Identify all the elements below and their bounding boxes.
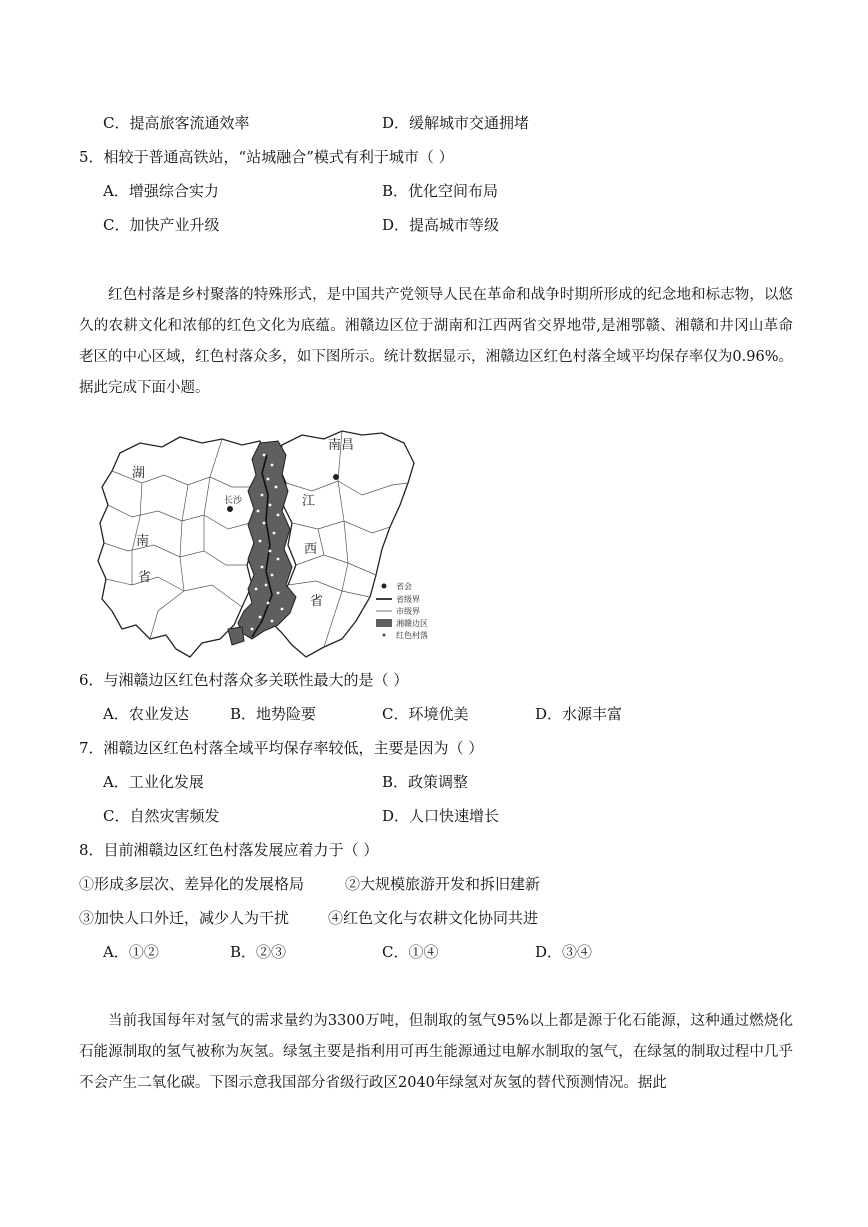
q8-option-d: D．③④: [535, 943, 593, 961]
red-village-dot: [277, 558, 280, 561]
legend-city-label: 市级界: [396, 607, 420, 616]
nanchang-capital-icon: [333, 474, 339, 480]
red-village-dot: [267, 478, 270, 481]
legend-village-icon: [383, 634, 386, 637]
jiangxi-province-shape: [270, 431, 414, 657]
q6-option-b: B．地势险要: [230, 705, 317, 723]
red-village-dot: [281, 608, 284, 611]
q4-option-d: D．缓解城市交通拥堵: [382, 114, 530, 132]
red-village-dot: [261, 566, 264, 569]
label-sheng-west: 省: [138, 570, 152, 585]
legend-capital-label: 省会: [396, 582, 412, 591]
red-village-dot: [271, 574, 274, 577]
label-changsha: 长沙: [224, 496, 243, 506]
red-village-dot: [269, 550, 272, 553]
passage-red-villages: [79, 280, 793, 404]
q6-option-a: A．农业发达: [103, 705, 189, 723]
q6-stem: 6．与湘赣边区红色村落众多关联性最大的是（ ）: [79, 671, 409, 689]
red-village-dot: [273, 532, 276, 535]
red-village-dot: [263, 454, 266, 457]
q7-option-d: D．人口快速增长: [382, 807, 500, 825]
q7-option-c: C．自然灾害频发: [103, 807, 220, 825]
q8-statement-2: ②大规模旅游开发和拆旧建新: [345, 875, 541, 893]
red-village-dot: [275, 486, 278, 489]
red-village-dot: [277, 592, 280, 595]
red-village-dot: [255, 588, 258, 591]
red-village-dot: [271, 464, 274, 467]
q8-statement-3: ③加快人口外迁，减少人为干扰: [79, 909, 290, 927]
red-village-dot: [265, 584, 268, 587]
q5-stem: 5．相较于普通高铁站，“站城融合”模式有利于城市（ ）: [79, 148, 454, 166]
label-nan: 南: [136, 534, 150, 549]
q5-option-b: B．优化空间布局: [382, 182, 499, 200]
q5-option-c: C．加快产业升级: [103, 216, 220, 234]
passage-hydrogen: [79, 1006, 793, 1099]
red-village-dot: [251, 628, 254, 631]
q8-option-c: C．①④: [382, 943, 439, 961]
q7-stem: 7．湘赣边区红色村落全域平均保存率较低，主要是因为（ ）: [79, 739, 484, 757]
q8-option-a: A．①②: [103, 943, 159, 961]
legend-region-icon: [376, 619, 392, 627]
q7-option-a: A．工业化发展: [103, 773, 204, 791]
red-village-dot: [269, 504, 272, 507]
label-nanchang: 南昌: [328, 438, 355, 453]
red-village-dot: [257, 510, 260, 513]
label-sheng-east: 省: [310, 594, 324, 609]
red-village-dot: [259, 540, 262, 543]
red-village-dot: [277, 514, 280, 517]
label-xi: 西: [304, 542, 318, 557]
map-legend: [376, 581, 428, 640]
label-hu: 湖: [132, 466, 146, 481]
q5-option-d: D．提高城市等级: [382, 216, 500, 234]
xiang-gan-border-region-south: [228, 627, 244, 645]
q8-statement-4: ④红色文化与农耕文化协同共进: [328, 909, 539, 927]
q8-statement-1: ①形成多层次、差异化的发展格局: [79, 875, 305, 893]
legend-village-label: 红色村落: [396, 631, 428, 640]
q6-option-d: D．水源丰富: [535, 705, 623, 723]
red-village-dot: [267, 602, 270, 605]
red-village-dot: [259, 616, 262, 619]
q8-option-b: B．②③: [230, 943, 287, 961]
q5-option-a: A．增强综合实力: [103, 182, 219, 200]
legend-region-label: 湘赣边区: [396, 619, 428, 628]
label-jiang: 江: [302, 494, 316, 509]
legend-province-label: 省级界: [396, 595, 420, 604]
q4-option-c: C．提高旅客流通效率: [103, 114, 250, 132]
red-village-dot: [263, 522, 266, 525]
q7-option-b: B．政策调整: [382, 773, 469, 791]
changsha-capital-icon: [227, 506, 233, 512]
xiang-gan-border-map: [92, 425, 452, 661]
passage-hydrogen-text: 当前我国每年对氢气的需求量约为3300万吨，但制取的氢气95%以上都是源于化石能源，这种通过燃烧化石能源制取的氢气被称为灰氢。绿氢主要是指利用可再生能源通过电解水制取的氢气，在绿氢的制取过程中几乎不会产生二氧化碳。下图示意我国部分省级行政区2040年绿氢对灰氢的替代预测情况。据此: [79, 1013, 793, 1091]
q8-stem: 8．目前湘赣边区红色村落发展应着力于（ ）: [79, 841, 379, 859]
red-village-dot: [271, 620, 274, 623]
q6-option-c: C．环境优美: [382, 705, 469, 723]
passage-red-villages-text: 红色村落是乡村聚落的特殊形式，是中国共产党领导人民在革命和战争时期所形成的纪念地和标志物，以悠久的农耕文化和浓郁的红色文化为底蕴。湘赣边区位于湖南和江西两省交界地带,是湘鄂赣、湘赣和井冈山革命老区的中心区域，红色村落众多，如下图所示。统计数据显示，湘赣边区红色村落全域平均保存率仅为0.96%。据此完成下面小题。: [79, 287, 793, 396]
red-village-dot: [261, 494, 264, 497]
legend-capital-icon: [382, 584, 387, 589]
